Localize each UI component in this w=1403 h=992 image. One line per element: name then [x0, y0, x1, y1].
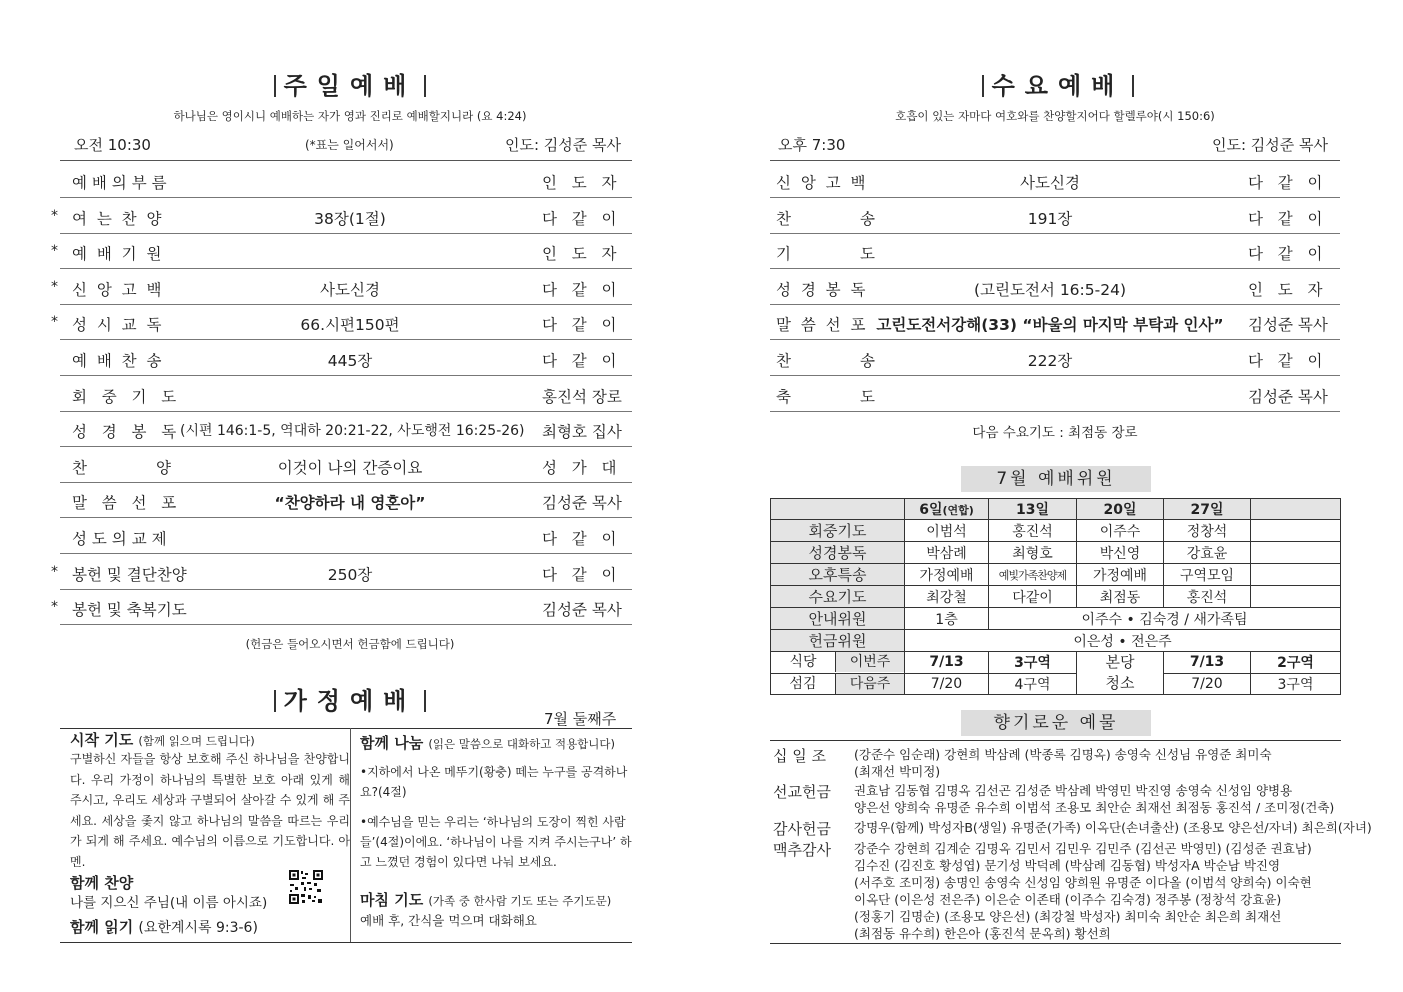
wednesday-order-row	[770, 198, 1340, 234]
wednesday-order-row	[770, 304, 1340, 340]
order-person: 김성준 목사	[542, 601, 622, 620]
order-person: 다 같 이	[542, 352, 617, 370]
family-hymn: 나를 지으신 주님(내 이름 아시죠)	[70, 895, 268, 911]
sunday-order-row	[51, 198, 632, 234]
order-label: 성 경 봉 독	[776, 280, 866, 299]
standing-note: (*표는 일어서서)	[305, 138, 394, 152]
duty-cell: 박삼례	[905, 542, 989, 564]
duty-cell: 최형호	[989, 542, 1077, 564]
order-person: 최형호 집사	[542, 423, 622, 442]
family-week: 7월 둘째주	[544, 710, 617, 728]
order-content: 사도신경	[320, 280, 380, 299]
order-label: 봉헌 및 축복기도	[72, 601, 187, 620]
sunday-order-row	[51, 304, 632, 340]
order-content: “찬양하라 내 영혼아”	[274, 494, 426, 513]
order-person: 다 같 이	[1248, 245, 1323, 264]
mission-names: 권효남 김동협 김명옥 김선곤 김성준 박삼례 박영민 박진영 송영숙 신성임 양병용 양은선 양희숙 유명준 유수희 이범석 조용모 최안순 최재선 최점동 홍진석 / 조미정(건축)	[854, 783, 1335, 815]
order-label: 기 도	[776, 245, 875, 264]
wednesday-verse: 호흡이 있는 자마다 여호와를 찬양할지어다 할렐루야(시 150:6)	[895, 109, 1215, 123]
order-person: 김성준 목사	[1248, 387, 1328, 406]
share-section: 함께 나눔 (읽은 말씀으로 대화하고 적용합니다) •지하에서 나온 메뚜기(황충) 떼는 누구를 공격하나요?(4절) •예수님을 믿는 우리는 ‘하나님의 도장이 찍힌 사람들’(4절)이에요. ‘하나님이 나를 지켜 주시는구나’ 하고 느꼈던 경험이 있다면 나눠 보세요. 마침 기도 (가족 중 한사람 기도 또는 주기도문) 예배 후, 간식을 먹으며 대화해요	[360, 733, 632, 931]
duty-title: 7월 예배위원	[961, 466, 1151, 492]
thanks-names: 강명우(함께) 박성자B(생일) 유명준(가족) 이옥단(손녀출산) (조용모 양은선/자녀) 최은희(자녀)	[854, 820, 1372, 835]
duty-row	[771, 542, 1341, 564]
sunday-order-row	[60, 376, 632, 412]
duty-cell: 홍진석	[1164, 586, 1251, 608]
duty-cell: 강효윤	[1164, 542, 1251, 564]
standing-star: *	[51, 314, 58, 331]
order-label: 성 시 교 독	[72, 316, 162, 335]
sunday-order-row	[51, 589, 632, 625]
sunday-order-row	[60, 162, 632, 198]
next-wednesday-prayer: 다음 수요기도 : 최점동 장로	[972, 425, 1138, 441]
order-label: 봉헌 및 결단찬양	[72, 565, 187, 584]
standing-star: *	[51, 599, 58, 616]
order-person: 다 같 이	[542, 565, 617, 584]
duty-cell: 이범석	[905, 520, 989, 542]
duty-cell	[1251, 586, 1341, 608]
duty-cell: 홍진석	[989, 520, 1077, 542]
order-label: 찬 송	[776, 352, 875, 370]
question-2: •예수님을 믿는 우리는 ‘하나님의 도장이 찍힌 사람들’(4절)이에요. ‘하나님이 나를 지켜 주시는구나’ 하고 느꼈던 경험이 있다면 나눠 보세요.	[360, 815, 632, 869]
order-label: 신 앙 고 백	[72, 280, 162, 299]
duty-label: 오후특송	[771, 564, 905, 586]
order-label: 축 도	[776, 387, 875, 406]
order-content: 445장	[327, 352, 373, 370]
wednesday-service-title: 수요예배	[888, 66, 1228, 101]
order-person: 다 같 이	[542, 280, 617, 299]
duty-roster-table: 6일(연합) 13일 20일 27일 회중기도 이범석 홍진석 이주수 정창석 성경봉독 박삼례 최형호 박신영 강효윤 오후특송 가정예배 예빛가족찬양제 가정예배 구역모임 수요기도 최강철 다같이 최점동 홍진석 안내위원 1층 이주수 • 김숙경 / 새가족팀 헌금위원 이은성 • 전은주 식당 이번주 7/13 3구역 본당 청소 7/13 2구역 섬김 다음주 7/20 4구역 7/20 3구역	[770, 498, 1341, 695]
duty-cell	[1251, 564, 1341, 586]
sunday-order-row	[51, 269, 632, 305]
standing-star: *	[51, 563, 58, 580]
gifts-title: 향기로운 예물	[961, 710, 1151, 736]
order-person: 홍진석 장로	[542, 387, 622, 406]
standing-star: *	[51, 278, 58, 295]
harvest-names: 강준수 강현희 김계순 김명옥 김민서 김민우 김민주 (김선곤 박영민) (김성준 권효남) 김수진 (김진호 황성엽) 문기성 박덕례 (박삼례 김동협) 박성자A 박순남 박진영 (서주호 조미정) 송명인 송영숙 신성임 양희원 유명준 이다올 (이범석 양희숙) 이숙현 이옥단 (이은성 전은주) 이은순 이존태 (이주수 김숙경) 정주봉 (정창석 강효윤) (정홍기 김명순) (조용모 양은선) (최강철 박성자) 최미숙 최안순 최은희 최재선 (최점동 유수희) 한은아 (홍진석 문옥희) 황선희	[854, 841, 1312, 941]
duty-cell: 박신영	[1077, 542, 1164, 564]
order-content: 191장	[1027, 209, 1073, 228]
wednesday-order-row	[770, 340, 1340, 376]
duty-cell: 가정예배	[1077, 564, 1164, 586]
mission-label: 선교헌금	[773, 783, 831, 801]
sunday-order-row	[60, 340, 632, 376]
order-person: 인 도 자	[542, 245, 617, 264]
duty-cell: 최강철	[905, 586, 989, 608]
order-label: 회 중 기 도	[72, 387, 177, 406]
order-person: 인 도 자	[542, 174, 617, 192]
tithe-label: 십 일 조	[773, 747, 827, 765]
family-worship-title: 가정예배	[180, 681, 520, 716]
sunday-order-row	[60, 482, 632, 518]
wednesday-leader: 인도: 김성준 목사	[1212, 136, 1329, 154]
order-person: 성 가 대	[542, 458, 617, 477]
harvest-label: 맥추감사	[773, 841, 831, 859]
order-content: 38장(1절)	[314, 209, 386, 228]
duty-cell: 최점동	[1077, 586, 1164, 608]
order-label: 신 앙 고 백	[776, 174, 866, 192]
order-content: 고린도전서강해(33) “바울의 마지막 부탁과 인사”	[876, 316, 1224, 335]
standing-star: *	[51, 207, 58, 224]
sunday-leader: 인도: 김성준 목사	[505, 136, 622, 154]
sunday-order-row	[60, 447, 632, 483]
order-person: 김성준 목사	[1248, 316, 1328, 335]
duty-cell: 구역모임	[1164, 564, 1251, 586]
order-label: 여 는 찬 양	[72, 209, 162, 228]
duty-label: 회중기도	[771, 520, 905, 542]
sunday-order-row	[60, 411, 632, 447]
question-1: •지하에서 나온 메뚜기(황충) 떼는 누구를 공격하나요?(4절)	[360, 765, 628, 799]
order-label: 성 도 의 교 제	[72, 530, 167, 548]
duty-cell: 예빛가족찬양제	[989, 564, 1077, 586]
start-prayer-section: 시작 기도 (함께 읽으며 드립니다) 구별하신 자들을 항상 보호해 주신 하나님을 찬양합니다. 우리 가정이 하나님의 특별한 보호 아래 있게 해 주시고, 우리도 세상과 구별되어 살아갈 수 있게 해 주세요. 세상을 좇지 않고 하나님의 말씀을 따르는 우리가 되게 해 주세요. 예수님의 이름으로 기도합니다. 아멘. 함께 찬양 나를 지으신 주님(내 이름 아시죠) 함께 읽기 (요한계시록 9:3-6)	[70, 731, 350, 936]
sunday-time: 오전 10:30	[74, 136, 151, 154]
thanks-label: 감사헌금	[773, 820, 831, 838]
order-person: 다 같 이	[542, 209, 617, 228]
order-person: 다 같 이	[1248, 174, 1323, 192]
sunday-order-row	[60, 518, 632, 554]
order-label: 말 씀 선 포	[776, 316, 866, 335]
duty-label: 수요기도	[771, 586, 905, 608]
standing-star: *	[51, 243, 58, 260]
order-content: 250장	[327, 565, 373, 584]
tithe-names: (강준수 임순래) 강현희 박삼례 (박종록 김명옥) 송영숙 신성님 유영준 최미숙 (최재선 박미정)	[854, 747, 1272, 779]
order-person: 인 도 자	[1248, 280, 1323, 299]
duty-cell	[1251, 542, 1341, 564]
order-label: 찬 송	[776, 209, 875, 228]
order-label: 예 배 기 원	[72, 245, 162, 264]
order-person: 다 같 이	[542, 530, 617, 548]
order-label: 예 배 찬 송	[72, 352, 162, 370]
sunday-order-row	[51, 233, 632, 269]
order-content: (고린도전서 16:5-24)	[973, 280, 1126, 299]
duty-row	[771, 520, 1341, 542]
duty-cell: 정창석	[1164, 520, 1251, 542]
qr-code-icon	[289, 870, 323, 904]
duty-cell: 이주수	[1077, 520, 1164, 542]
wednesday-order-row	[770, 233, 1340, 269]
duty-cell	[1251, 520, 1341, 542]
order-person: 김성준 목사	[542, 494, 622, 513]
duty-cell: 다같이	[989, 586, 1077, 608]
order-person: 다 같 이	[542, 316, 617, 335]
order-content: 66.시편150편	[300, 316, 400, 335]
wednesday-order-row	[770, 162, 1340, 198]
order-label: 찬 양	[72, 458, 171, 477]
order-person: 다 같 이	[1248, 209, 1323, 228]
sunday-verse: 하나님은 영이시니 예배하는 자가 영과 진리로 예배할지니라 (요 4:24)	[173, 109, 527, 123]
sunday-service-title: 주일예배	[180, 66, 520, 101]
start-prayer-text: 구별하신 자들을 항상 보호해 주신 하나님을 찬양합니다. 우리 가정이 하나님의 특별한 보호 아래 있게 해 주시고, 우리도 세상과 구별되어 살아갈 수 있게 해 주세요. 세상을 좇지 않고 하나님의 말씀을 따르는 우리가 되게 해 주세요. 예수님의 이름으로 기도합니다. 아멘.	[70, 752, 350, 869]
duty-cell: 가정예배	[905, 564, 989, 586]
order-content: 이것이 나의 간증이요	[277, 458, 423, 477]
wednesday-order-row	[770, 376, 1340, 412]
duty-row	[771, 586, 1341, 608]
offering-note: (헌금은 들어오시면서 헌금함에 드립니다)	[245, 637, 455, 651]
order-label: 성 경 봉 독	[72, 423, 177, 442]
order-label: 말 씀 선 포	[72, 494, 177, 513]
order-content: 222장	[1027, 352, 1073, 370]
order-content: (시편 146:1-5, 역대하 20:21-22, 사도행전 16:25-26)	[180, 423, 525, 440]
duty-row	[771, 564, 1341, 586]
wednesday-time: 오후 7:30	[778, 136, 846, 154]
order-label: 예 배 의 부 름	[72, 174, 167, 192]
sunday-order-row	[51, 554, 632, 590]
order-person: 다 같 이	[1248, 352, 1323, 370]
duty-label: 성경봉독	[771, 542, 905, 564]
order-content: 사도신경	[1020, 174, 1080, 192]
wednesday-order-row	[770, 269, 1340, 305]
closing-text: 예배 후, 간식을 먹으며 대화해요	[360, 913, 537, 928]
